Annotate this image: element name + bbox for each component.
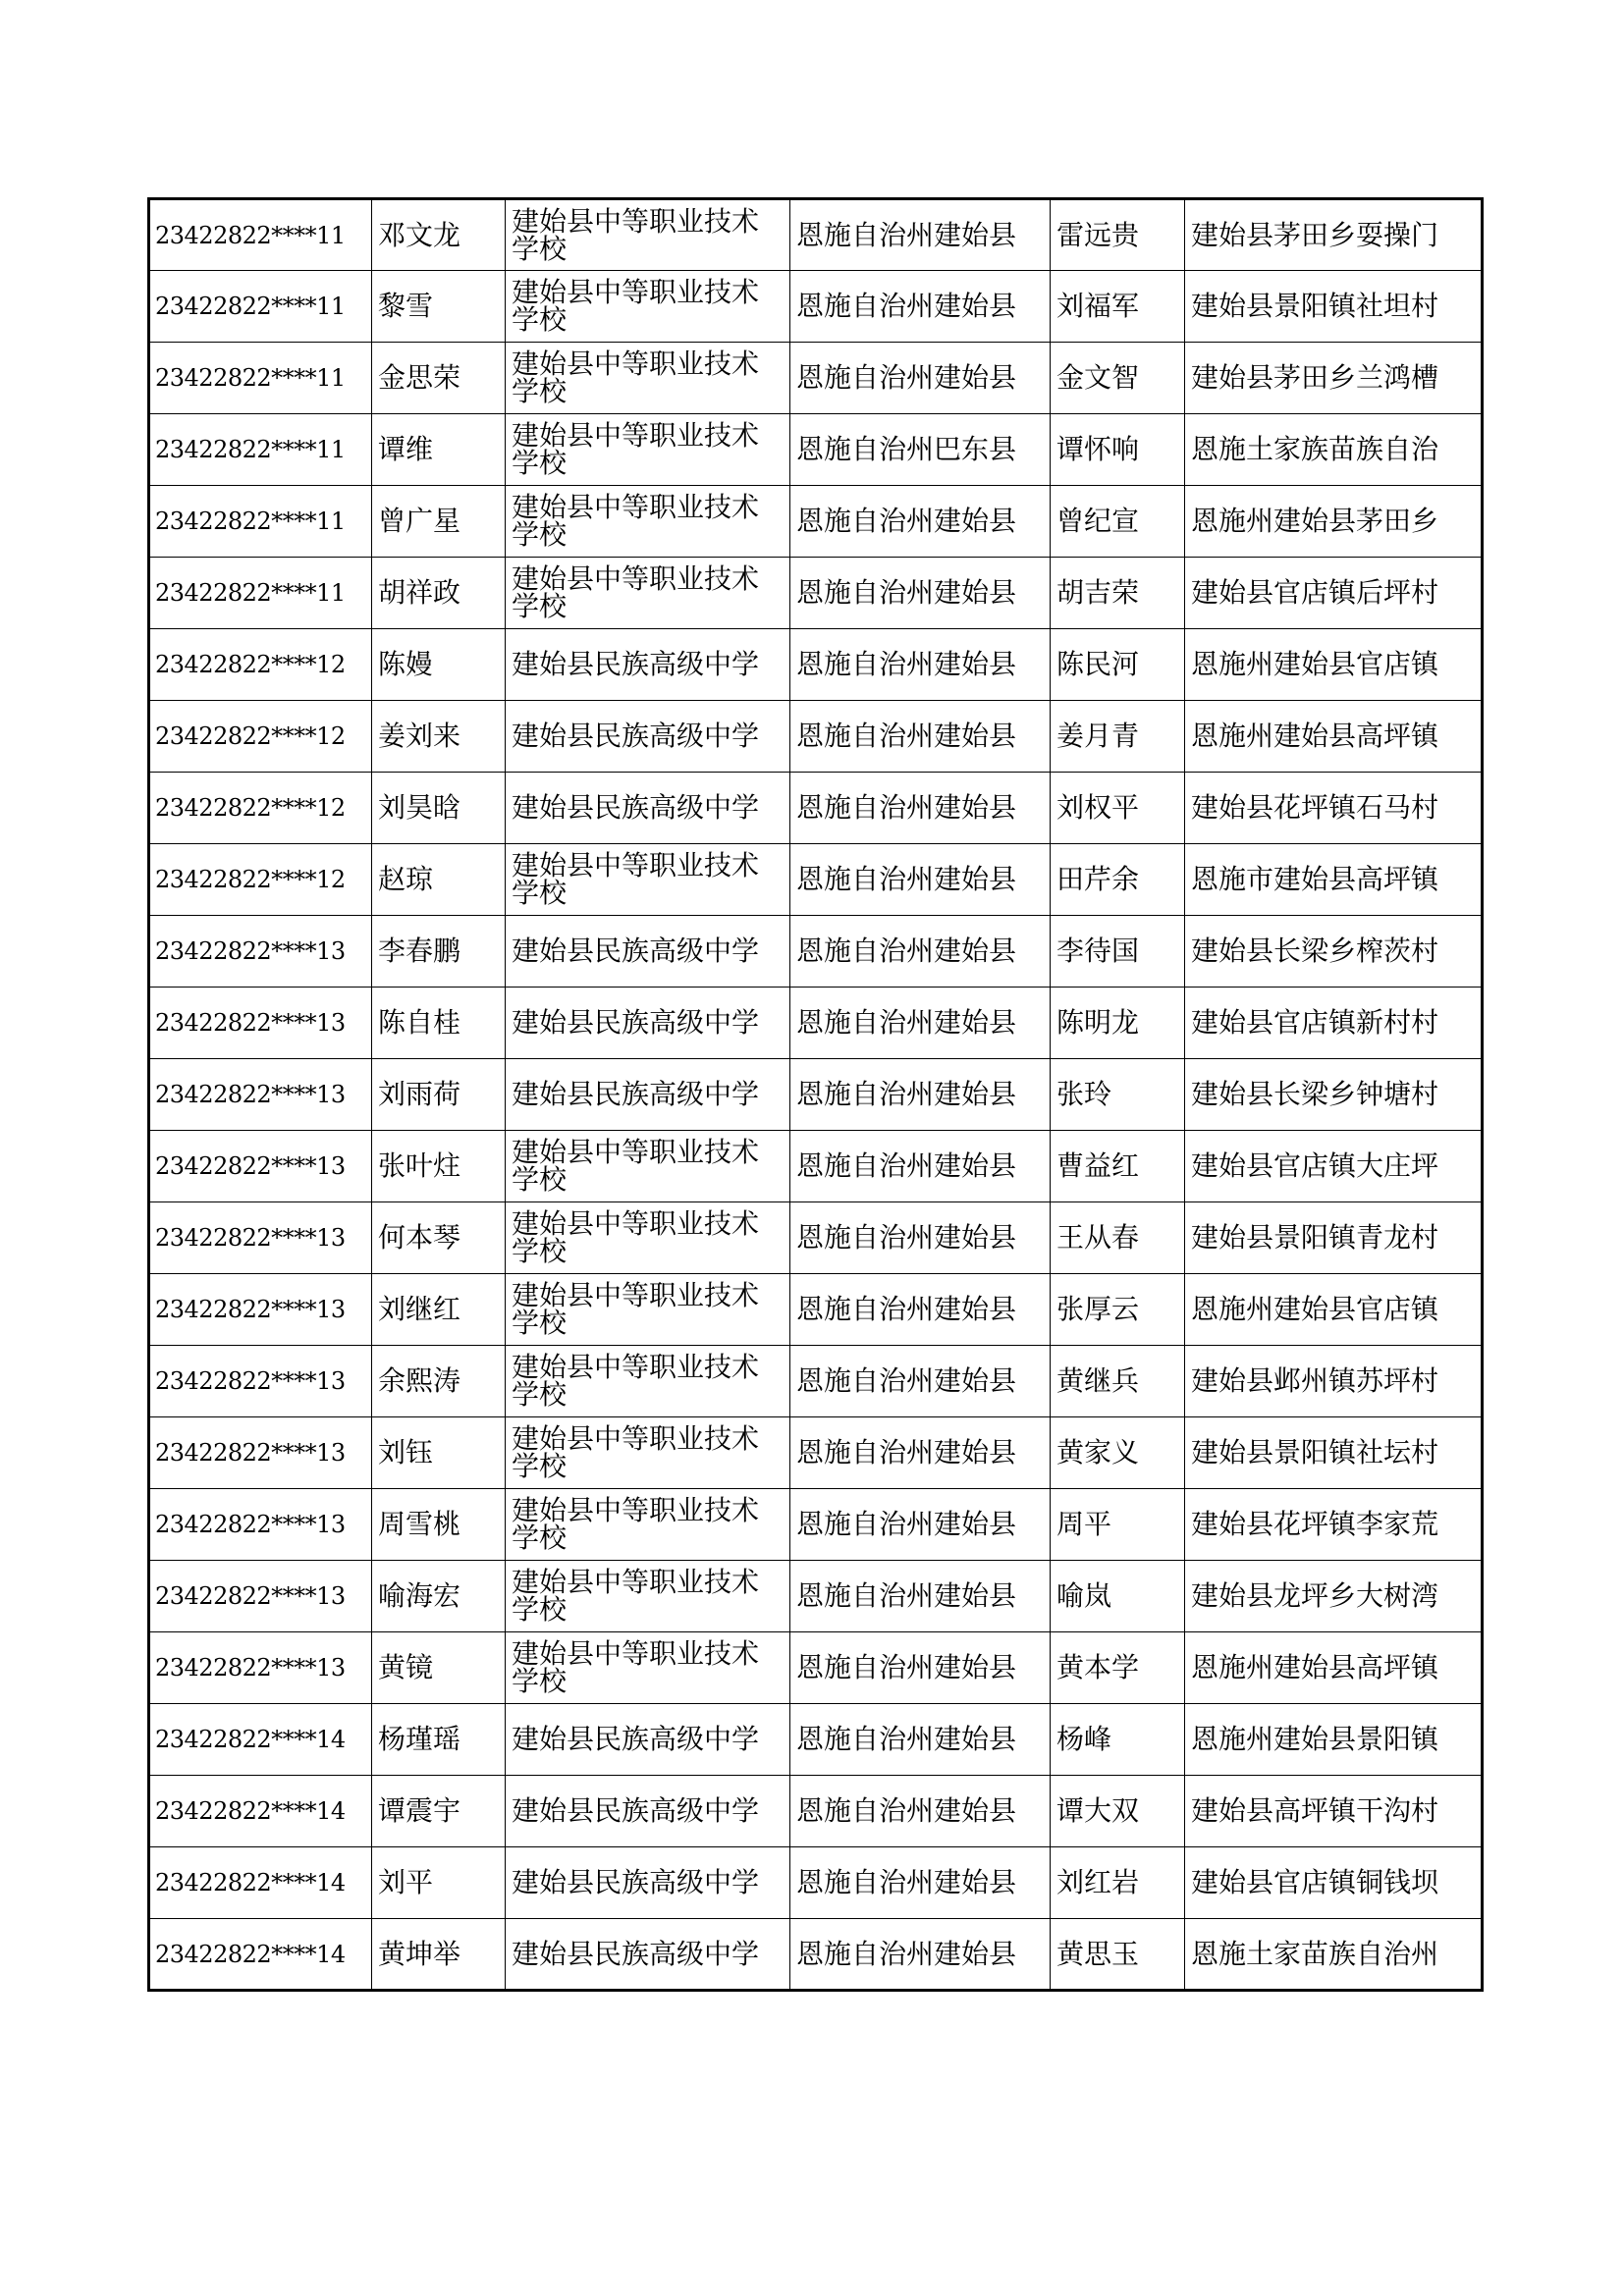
student-name-cell: 杨瑾瑶 (372, 1704, 506, 1776)
student-name-cell: 何本琴 (372, 1202, 506, 1274)
student-id-cell: 23422822****13 (149, 1274, 372, 1346)
table-row (149, 199, 1483, 271)
student-id-cell: 23422822****12 (149, 773, 372, 844)
student-id-cell: 23422822****13 (149, 1417, 372, 1489)
student-id-cell: 23422822****13 (149, 1346, 372, 1417)
school-cell: 建始县中等职业技术学校 (506, 199, 790, 271)
address-cell: 建始县官店镇铜钱坝 (1185, 1847, 1483, 1919)
address-cell: 建始县花坪镇石马村 (1185, 773, 1483, 844)
student-name-cell: 刘继红 (372, 1274, 506, 1346)
student-name-cell: 刘昊晗 (372, 773, 506, 844)
table-row (149, 1632, 1483, 1704)
table-row (149, 1346, 1483, 1417)
guardian-cell: 刘福军 (1051, 271, 1185, 343)
address-cell: 建始县高坪镇干沟村 (1185, 1776, 1483, 1847)
region-cell: 恩施自治州建始县 (790, 773, 1051, 844)
region-cell: 恩施自治州建始县 (790, 1417, 1051, 1489)
guardian-cell: 刘权平 (1051, 773, 1185, 844)
address-cell: 恩施州建始县茅田乡 (1185, 486, 1483, 558)
school-cell: 建始县民族高级中学 (506, 1776, 790, 1847)
school-cell: 建始县民族高级中学 (506, 1704, 790, 1776)
roster-body (149, 199, 1483, 1991)
guardian-cell: 姜月青 (1051, 701, 1185, 773)
address-cell: 建始县官店镇后坪村 (1185, 558, 1483, 629)
student-id-cell: 23422822****11 (149, 486, 372, 558)
guardian-cell: 田芹余 (1051, 844, 1185, 916)
school-cell: 建始县中等职业技术学校 (506, 1561, 790, 1632)
table-row (149, 1059, 1483, 1131)
region-cell: 恩施自治州建始县 (790, 343, 1051, 414)
student-id-cell: 23422822****13 (149, 1202, 372, 1274)
region-cell: 恩施自治州建始县 (790, 1274, 1051, 1346)
student-id-cell: 23422822****13 (149, 1561, 372, 1632)
school-cell: 建始县中等职业技术学校 (506, 1632, 790, 1704)
student-id-cell: 23422822****13 (149, 1059, 372, 1131)
school-cell: 建始县中等职业技术学校 (506, 271, 790, 343)
address-cell: 建始县花坪镇李家荒 (1185, 1489, 1483, 1561)
table-row (149, 1489, 1483, 1561)
table-row (149, 773, 1483, 844)
region-cell: 恩施自治州建始县 (790, 486, 1051, 558)
address-cell: 建始县官店镇新村村 (1185, 988, 1483, 1059)
school-cell: 建始县民族高级中学 (506, 916, 790, 988)
student-id-cell: 23422822****11 (149, 271, 372, 343)
guardian-cell: 黄继兵 (1051, 1346, 1185, 1417)
address-cell: 建始县景阳镇青龙村 (1185, 1202, 1483, 1274)
region-cell: 恩施自治州建始县 (790, 1346, 1051, 1417)
school-cell: 建始县中等职业技术学校 (506, 343, 790, 414)
student-name-cell: 刘钰 (372, 1417, 506, 1489)
region-cell: 恩施自治州建始县 (790, 988, 1051, 1059)
student-name-cell: 谭震宇 (372, 1776, 506, 1847)
student-name-cell: 刘雨荷 (372, 1059, 506, 1131)
address-cell: 恩施州建始县官店镇 (1185, 1274, 1483, 1346)
school-cell: 建始县中等职业技术学校 (506, 558, 790, 629)
address-cell: 恩施州建始县高坪镇 (1185, 1632, 1483, 1704)
school-cell: 建始县中等职业技术学校 (506, 1131, 790, 1202)
guardian-cell: 曾纪宣 (1051, 486, 1185, 558)
address-cell: 恩施州建始县景阳镇 (1185, 1704, 1483, 1776)
school-cell: 建始县民族高级中学 (506, 988, 790, 1059)
student-name-cell: 陈自桂 (372, 988, 506, 1059)
region-cell: 恩施自治州建始县 (790, 1847, 1051, 1919)
table-row (149, 1776, 1483, 1847)
school-cell: 建始县中等职业技术学校 (506, 414, 790, 486)
student-id-cell: 23422822****11 (149, 414, 372, 486)
region-cell: 恩施自治州建始县 (790, 1919, 1051, 1991)
student-id-cell: 23422822****14 (149, 1847, 372, 1919)
region-cell: 恩施自治州建始县 (790, 916, 1051, 988)
table-row (149, 414, 1483, 486)
student-name-cell: 黄镜 (372, 1632, 506, 1704)
student-id-cell: 23422822****11 (149, 199, 372, 271)
address-cell: 恩施州建始县高坪镇 (1185, 701, 1483, 773)
student-name-cell: 张叶炷 (372, 1131, 506, 1202)
address-cell: 建始县邺州镇苏坪村 (1185, 1346, 1483, 1417)
guardian-cell: 黄思玉 (1051, 1919, 1185, 1991)
guardian-cell: 谭怀响 (1051, 414, 1185, 486)
student-name-cell: 曾广星 (372, 486, 506, 558)
student-name-cell: 邓文龙 (372, 199, 506, 271)
region-cell: 恩施自治州建始县 (790, 1131, 1051, 1202)
address-cell: 建始县景阳镇社坛村 (1185, 1417, 1483, 1489)
table-row (149, 1561, 1483, 1632)
guardian-cell: 金文智 (1051, 343, 1185, 414)
guardian-cell: 李待国 (1051, 916, 1185, 988)
guardian-cell: 黄家义 (1051, 1417, 1185, 1489)
table-row (149, 1417, 1483, 1489)
school-cell: 建始县民族高级中学 (506, 1059, 790, 1131)
student-id-cell: 23422822****12 (149, 701, 372, 773)
region-cell: 恩施自治州建始县 (790, 1561, 1051, 1632)
guardian-cell: 陈民河 (1051, 629, 1185, 701)
region-cell: 恩施自治州建始县 (790, 701, 1051, 773)
guardian-cell: 张厚云 (1051, 1274, 1185, 1346)
school-cell: 建始县中等职业技术学校 (506, 1346, 790, 1417)
table-row (149, 701, 1483, 773)
guardian-cell: 刘红岩 (1051, 1847, 1185, 1919)
region-cell: 恩施自治州建始县 (790, 1704, 1051, 1776)
student-name-cell: 姜刘来 (372, 701, 506, 773)
school-cell: 建始县民族高级中学 (506, 773, 790, 844)
school-cell: 建始县中等职业技术学校 (506, 1489, 790, 1561)
student-id-cell: 23422822****12 (149, 629, 372, 701)
student-name-cell: 金思荣 (372, 343, 506, 414)
student-id-cell: 23422822****11 (149, 343, 372, 414)
school-cell: 建始县中等职业技术学校 (506, 1274, 790, 1346)
address-cell: 建始县长梁乡榨茨村 (1185, 916, 1483, 988)
address-cell: 建始县景阳镇社坦村 (1185, 271, 1483, 343)
table-row (149, 1274, 1483, 1346)
table-row (149, 629, 1483, 701)
student-id-cell: 23422822****14 (149, 1919, 372, 1991)
address-cell: 建始县茅田乡耍操门 (1185, 199, 1483, 271)
table-row (149, 343, 1483, 414)
guardian-cell: 曹益红 (1051, 1131, 1185, 1202)
guardian-cell: 谭大双 (1051, 1776, 1185, 1847)
school-cell: 建始县中等职业技术学校 (506, 1417, 790, 1489)
table-row (149, 1704, 1483, 1776)
region-cell: 恩施自治州建始县 (790, 1059, 1051, 1131)
region-cell: 恩施自治州巴东县 (790, 414, 1051, 486)
student-id-cell: 23422822****13 (149, 1489, 372, 1561)
school-cell: 建始县民族高级中学 (506, 1847, 790, 1919)
region-cell: 恩施自治州建始县 (790, 629, 1051, 701)
student-id-cell: 23422822****13 (149, 1131, 372, 1202)
guardian-cell: 杨峰 (1051, 1704, 1185, 1776)
student-name-cell: 黄坤举 (372, 1919, 506, 1991)
address-cell: 恩施土家苗族自治州 (1185, 1919, 1483, 1991)
school-cell: 建始县民族高级中学 (506, 629, 790, 701)
school-cell: 建始县中等职业技术学校 (506, 1202, 790, 1274)
student-name-cell: 黎雪 (372, 271, 506, 343)
student-name-cell: 谭维 (372, 414, 506, 486)
table-row (149, 1919, 1483, 1991)
address-cell: 建始县长梁乡钟塘村 (1185, 1059, 1483, 1131)
table-row (149, 558, 1483, 629)
student-name-cell: 胡祥政 (372, 558, 506, 629)
guardian-cell: 周平 (1051, 1489, 1185, 1561)
student-name-cell: 余熙涛 (372, 1346, 506, 1417)
guardian-cell: 张玲 (1051, 1059, 1185, 1131)
region-cell: 恩施自治州建始县 (790, 199, 1051, 271)
student-name-cell: 周雪桃 (372, 1489, 506, 1561)
guardian-cell: 喻岚 (1051, 1561, 1185, 1632)
guardian-cell: 黄本学 (1051, 1632, 1185, 1704)
student-name-cell: 赵琼 (372, 844, 506, 916)
table-row (149, 1847, 1483, 1919)
region-cell: 恩施自治州建始县 (790, 844, 1051, 916)
student-name-cell: 刘平 (372, 1847, 506, 1919)
table-row (149, 486, 1483, 558)
region-cell: 恩施自治州建始县 (790, 1632, 1051, 1704)
school-cell: 建始县民族高级中学 (506, 701, 790, 773)
address-cell: 建始县龙坪乡大树湾 (1185, 1561, 1483, 1632)
school-cell: 建始县民族高级中学 (506, 1919, 790, 1991)
guardian-cell: 胡吉荣 (1051, 558, 1185, 629)
document-sheet (147, 197, 1481, 1992)
student-name-cell: 陈嫚 (372, 629, 506, 701)
student-name-cell: 喻海宏 (372, 1561, 506, 1632)
student-id-cell: 23422822****12 (149, 844, 372, 916)
region-cell: 恩施自治州建始县 (790, 271, 1051, 343)
student-id-cell: 23422822****14 (149, 1704, 372, 1776)
region-cell: 恩施自治州建始县 (790, 558, 1051, 629)
table-row (149, 988, 1483, 1059)
address-cell: 恩施州建始县官店镇 (1185, 629, 1483, 701)
table-row (149, 271, 1483, 343)
table-row (149, 1131, 1483, 1202)
table-row (149, 1202, 1483, 1274)
table-row (149, 916, 1483, 988)
student-id-cell: 23422822****14 (149, 1776, 372, 1847)
student-id-cell: 23422822****13 (149, 988, 372, 1059)
address-cell: 恩施市建始县高坪镇 (1185, 844, 1483, 916)
school-cell: 建始县中等职业技术学校 (506, 486, 790, 558)
student-id-cell: 23422822****13 (149, 916, 372, 988)
region-cell: 恩施自治州建始县 (790, 1776, 1051, 1847)
address-cell: 恩施土家族苗族自治 (1185, 414, 1483, 486)
guardian-cell: 王从春 (1051, 1202, 1185, 1274)
guardian-cell: 雷远贵 (1051, 199, 1185, 271)
table-row (149, 844, 1483, 916)
school-cell: 建始县中等职业技术学校 (506, 844, 790, 916)
region-cell: 恩施自治州建始县 (790, 1202, 1051, 1274)
student-id-cell: 23422822****11 (149, 558, 372, 629)
student-id-cell: 23422822****13 (149, 1632, 372, 1704)
address-cell: 建始县官店镇大庄坪 (1185, 1131, 1483, 1202)
address-cell: 建始县茅田乡兰鸿槽 (1185, 343, 1483, 414)
guardian-cell: 陈明龙 (1051, 988, 1185, 1059)
student-roster-table (147, 197, 1484, 1992)
region-cell: 恩施自治州建始县 (790, 1489, 1051, 1561)
student-name-cell: 李春鹏 (372, 916, 506, 988)
